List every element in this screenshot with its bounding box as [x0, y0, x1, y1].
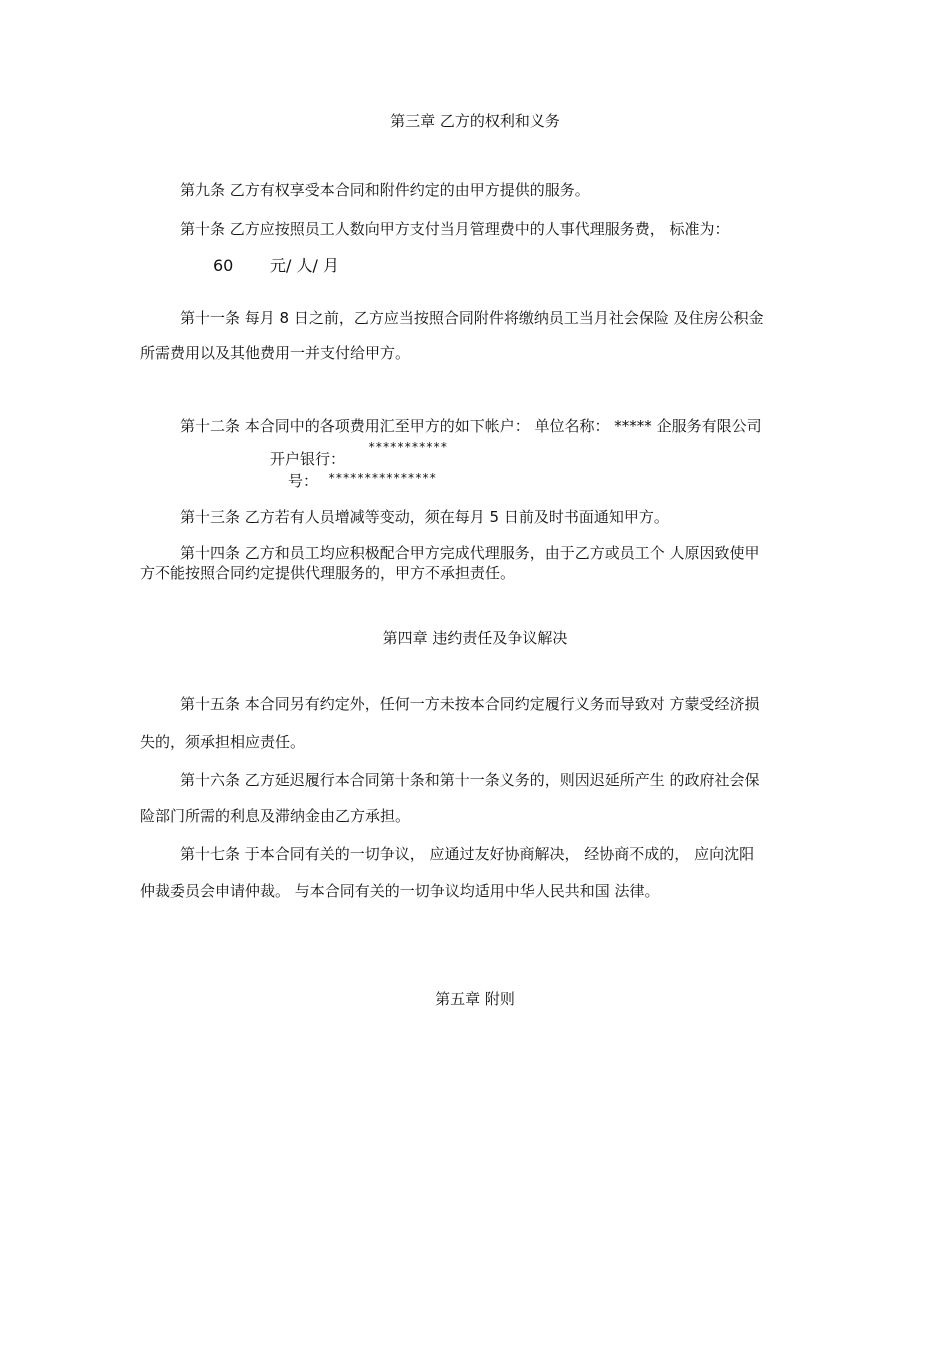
- chapter3-title: 第三章 乙方的权利和义务: [390, 112, 560, 130]
- fee-amount: 60: [213, 256, 234, 275]
- article-11-line1: 第十一条 每月 8 日之前，乙方应当按照合同附件将缴纳员工当月社会保险 及住房公积金: [180, 309, 764, 327]
- account-label: 号：: [288, 472, 319, 490]
- chapter5-title: 第五章 附则: [435, 990, 515, 1008]
- fee-unit: 元/ 人/ 月: [270, 256, 339, 275]
- article-17-line2: 仲裁委员会申请仲裁。 与本合同有关的一切争议均适用中华人民共和国 法律。: [140, 882, 660, 900]
- article-12: 第十二条 本合同中的各项费用汇至甲方的如下帐户： 单位名称： ***** 企服务有限公司: [180, 417, 762, 435]
- article-13: 第十三条 乙方若有人员增减等变动，须在每月 5 日前及时书面通知甲方。: [180, 508, 669, 526]
- chapter4-title: 第四章 违约责任及争议解决: [382, 629, 568, 647]
- article-15-line2: 失的，须承担相应责任。: [140, 733, 306, 751]
- article-11-line2: 所需费用以及其他费用一并支付给甲方。: [140, 344, 411, 362]
- article-15-line1: 第十五条 本合同另有约定外，任何一方未按本合同约定履行义务而导致对 方蒙受经济损: [180, 695, 760, 713]
- article-16-line2: 险部门所需的利息及滞纳金由乙方承担。: [140, 807, 411, 825]
- account-value: ***************: [328, 471, 437, 485]
- article-16-line1: 第十六条 乙方延迟履行本合同第十条和第十一条义务的，则因迟延所产生 的政府社会保: [180, 771, 760, 789]
- article-10: 第十条 乙方应按照员工人数向甲方支付当月管理费中的人事代理服务费， 标准为：: [180, 220, 730, 238]
- bank-label: 开户银行：: [270, 450, 346, 468]
- article-14-line2: 方不能按照合同约定提供代理服务的，甲方不承担责任。: [140, 564, 516, 582]
- article-9: 第九条 乙方有权享受本合同和附件约定的由甲方提供的服务。: [180, 181, 590, 199]
- article-17-line1: 第十七条 于本合同有关的一切争议， 应通过友好协商解决， 经协商不成的， 应向沈阳: [180, 845, 755, 863]
- bank-value: ***********: [368, 440, 448, 454]
- article-14-line1: 第十四条 乙方和员工均应积极配合甲方完成代理服务，由于乙方或员工个 人原因致使甲: [180, 544, 760, 562]
